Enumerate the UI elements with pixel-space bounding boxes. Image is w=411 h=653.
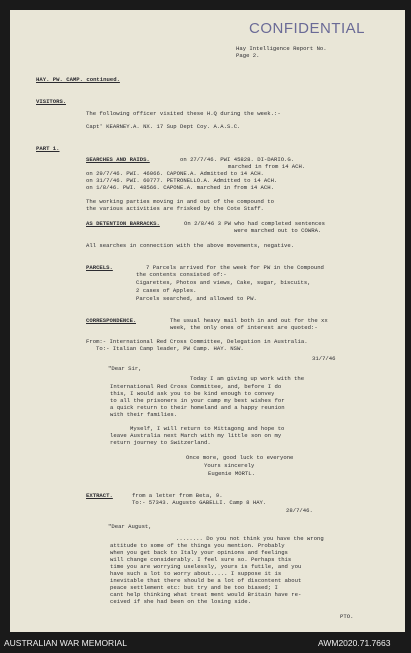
- letter2-line: when you get back to Italy your opinions and feelings: [110, 550, 288, 556]
- letter2-line: peace settlement etc: but try and be too biased; I: [110, 585, 278, 591]
- letter1-line: with their families.: [110, 412, 178, 418]
- extract-to: To:- 57343. Augusto GABELLI. Camp 8 HAY.: [132, 500, 267, 506]
- letter1-line: Today I am giving up work with the: [190, 376, 305, 382]
- searches-heading: SEARCHES AND RAIDS.: [86, 157, 150, 163]
- report-header-title: Hay Intelligence Report No.: [236, 46, 327, 52]
- searches-working-1: The working parties moving in and out of the compound to: [86, 199, 274, 205]
- correspondence-line-2: week, the only ones of interest are quoted:-: [170, 325, 318, 331]
- parcels-line: Cigarettes, Photos and views, Cake, sugar, biscuits,: [136, 280, 311, 286]
- letter2-line: have such a lot to worry about..... I suppose it is: [110, 571, 282, 577]
- parcels-line: 7 Parcels arrived for the week for PW in the Compound: [146, 265, 324, 271]
- letter1-salutation: "Dear Sir,: [108, 366, 142, 372]
- letter1-line: this, I would ask you to be kind enough to convey: [110, 391, 275, 397]
- searches-line: on 31/7/46. PWI. 60777. PETRONELLO.A. Admitted to 14 ACH.: [86, 178, 278, 184]
- letter1-line: Yours sincerely: [204, 463, 255, 469]
- letter2-salutation: "Dear August,: [108, 524, 152, 530]
- camp-continued-heading: HAY. PW. CAMP. continued.: [36, 77, 120, 83]
- searches-line: on 27/7/46. PWI 45828. DI-DARIO.G.: [180, 157, 295, 163]
- report-header-page: Page 2.: [236, 53, 260, 59]
- correspondence-from: From:- International Red Cross Committee, Delegation in Australia.: [86, 339, 308, 345]
- searches-line: on 1/8/46. PWI. 48566. CAPONE.A. marched in from 14 ACH.: [86, 185, 274, 191]
- letter2-line: will change considerably. I feel sure so. Perhaps this: [110, 557, 292, 563]
- letter1-line: return journey to Switzerland.: [110, 440, 211, 446]
- correspondence-date: 31/7/46: [312, 356, 336, 362]
- detention-heading: AS DETENTION BARRACKS.: [86, 221, 160, 227]
- parcels-line: 2 cases of Apples.: [136, 288, 197, 294]
- footer-institution: AUSTRALIAN WAR MEMORIAL: [4, 638, 127, 648]
- extract-date: 28/7/46.: [286, 508, 313, 514]
- letter1-line: Once more, good luck to everyone: [186, 455, 294, 461]
- searches-line: marched in from 14 ACH.: [228, 164, 306, 170]
- searches-working-2: the various activities are frisked by the Cote Staff.: [86, 206, 264, 212]
- parcels-line: Parcels searched, and allowed to PW.: [136, 296, 257, 302]
- part-label: PART 1.: [36, 146, 60, 152]
- searches-line: on 29/7/46. PWI. 46066. CAPONE.A. Admitted to 14 ACH.: [86, 171, 264, 177]
- letter2-line: ........ Do you not think you have the wrong: [176, 536, 324, 542]
- letter1-line: leave Australia next March with my little son on my: [110, 433, 282, 439]
- letter1-signature: Eugenie MORTL.: [208, 471, 255, 477]
- extract-line: from a letter from Beta, 9.: [132, 493, 223, 499]
- confidential-stamp: CONFIDENTIAL: [249, 20, 366, 37]
- footer-accession-number: AWM2020.71.7663: [318, 638, 391, 648]
- letter1-line: a quick return to their homeland and a happy reunion: [110, 405, 285, 411]
- letter2-line: cant help thinking what treat ment would Britain have re-: [110, 592, 302, 598]
- letter2-line: attitude to some of the things you mention. Probably: [110, 543, 285, 549]
- all-searches-note: All searches in connection with the above movements, negative.: [86, 243, 295, 249]
- letter1-line: International Red Cross Committee, and, before I do: [110, 384, 282, 390]
- visitors-line-1: The following officer visited these H.Q during the week.:-: [86, 111, 281, 117]
- parcels-line: the contents consisted of:-: [136, 272, 227, 278]
- pto-note: PTO.: [340, 614, 354, 620]
- correspondence-to: To:- Italian Camp leader, PW Camp. HAY. NSW.: [96, 346, 244, 352]
- visitors-heading: VISITORS.: [36, 99, 67, 105]
- parcels-heading: PARCELS.: [86, 265, 113, 271]
- correspondence-line-1: The usual heavy mail both in and out for the xx: [170, 318, 328, 324]
- extract-heading: EXTRACT.: [86, 493, 113, 499]
- letter1-line: Myself, I will return to Mittagong and hope to: [130, 426, 285, 432]
- detention-line-1: On 2/8/46 3 PW who had completed sentences: [184, 221, 325, 227]
- correspondence-heading: CORRESPONDENCE.: [86, 318, 137, 324]
- letter2-line: time you are worrying uselessly, yours is futile, and you: [110, 564, 302, 570]
- letter2-line: ceived if she had been on the losing side.: [110, 599, 251, 605]
- visitors-line-2: Capt' KEARNEY.A. NX. 17 Sup Dept Coy. A.A.S.C.: [86, 124, 241, 130]
- detention-line-2: were marched out to COWRA.: [234, 228, 322, 234]
- letter1-line: to all the prisoners in your camp my best wishes for: [110, 398, 285, 404]
- letter2-line: inevitable that there should be a lot of discontent about: [110, 578, 302, 584]
